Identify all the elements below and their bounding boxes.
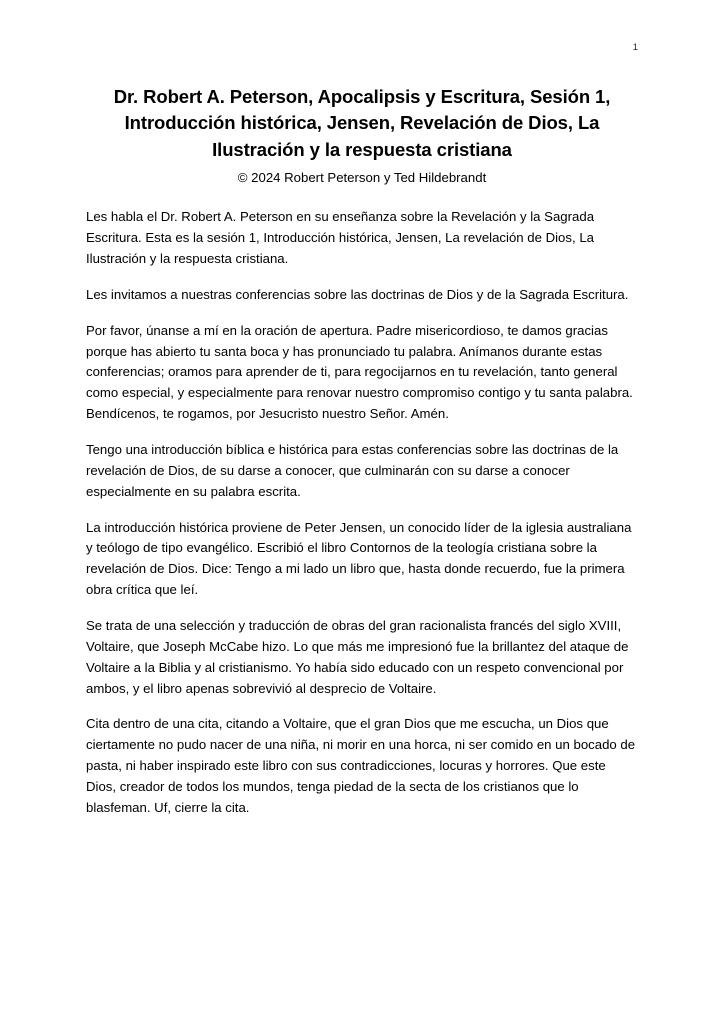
- body-text: [86, 207, 638, 818]
- paragraph: Por favor, únanse a mí en la oración de apertura. Padre misericordioso, te damos gracias porque has abierto tu santa boca y has pronunciado tu palabra. Anímanos durante estas conferencias; oramos para aprender de ti, para regocijarnos en tu revelación, tanto general como especial, y especialmente para renovar nuestro compromiso contigo y tu santa palabra. Bendícenos, te rogamos, por Jesucristo nuestro Señor. Amén.: [86, 322, 633, 422]
- paragraph: Cita dentro de una cita, citando a Voltaire, que el gran Dios que me escucha, un Dios que ciertamente no pudo nacer de una niña, ni morir en una horca, ni ser comido en un bocado de pasta, ni haber inspirado este libro con sus contradicciones, locuras y horrores. Que este Dios, creador de todos los mundos, tenga piedad de la secta de los cristianos que lo blasfeman. Uf, cierre la cita.: [86, 716, 636, 815]
- paragraph: Les invitamos a nuestras conferencias sobre las doctrinas de Dios y de la Sagrada Escritura.: [86, 286, 629, 302]
- page-number: 1: [632, 42, 638, 53]
- paragraph: Se trata de una selección y traducción de obras del gran racionalista francés del siglo XVIII, Voltaire, que Joseph McCabe hizo. Lo que más me impresionó fue la brillantez del ataque de Voltaire a la Biblia y al cristianismo. Yo había sido educado con un respeto convencional por ambos, y el libro apenas sobrevivió al desprecio de Voltaire.: [86, 618, 629, 696]
- paragraph: Les habla el Dr. Robert A. Peterson en su enseñanza sobre la Revelación y la Sagrada Escritura. Esta es la sesión 1, Introducción histórica, Jensen, La revelación de Dios, La Ilustración y la respuesta cristiana.: [86, 209, 595, 266]
- page-title: Dr. Robert A. Peterson, Apocalipsis y Escritura, Sesión 1, Introducción histórica, Jensen, Revelación de Dios, La Ilustración y la respuesta cristiana: [113, 86, 611, 160]
- copyright-line: © 2024 Robert Peterson y Ted Hildebrandt: [237, 169, 487, 185]
- paragraph: Tengo una introducción bíblica e histórica para estas conferencias sobre las doctrinas de la revelación de Dios, de su darse a conocer, que culminarán con su darse a conocer especialmente en su palabra escrita.: [86, 442, 619, 499]
- paragraph: La introducción histórica proviene de Peter Jensen, un conocido líder de la iglesia australiana y teólogo de tipo evangélico. Escribió el libro Contornos de la teología cristiana sobre la revelación de Dios. Dice: Tengo a mi lado un libro que, hasta donde recuerdo, fue la primera obra crítica que leí.: [86, 519, 632, 598]
- document-content: [86, 84, 638, 819]
